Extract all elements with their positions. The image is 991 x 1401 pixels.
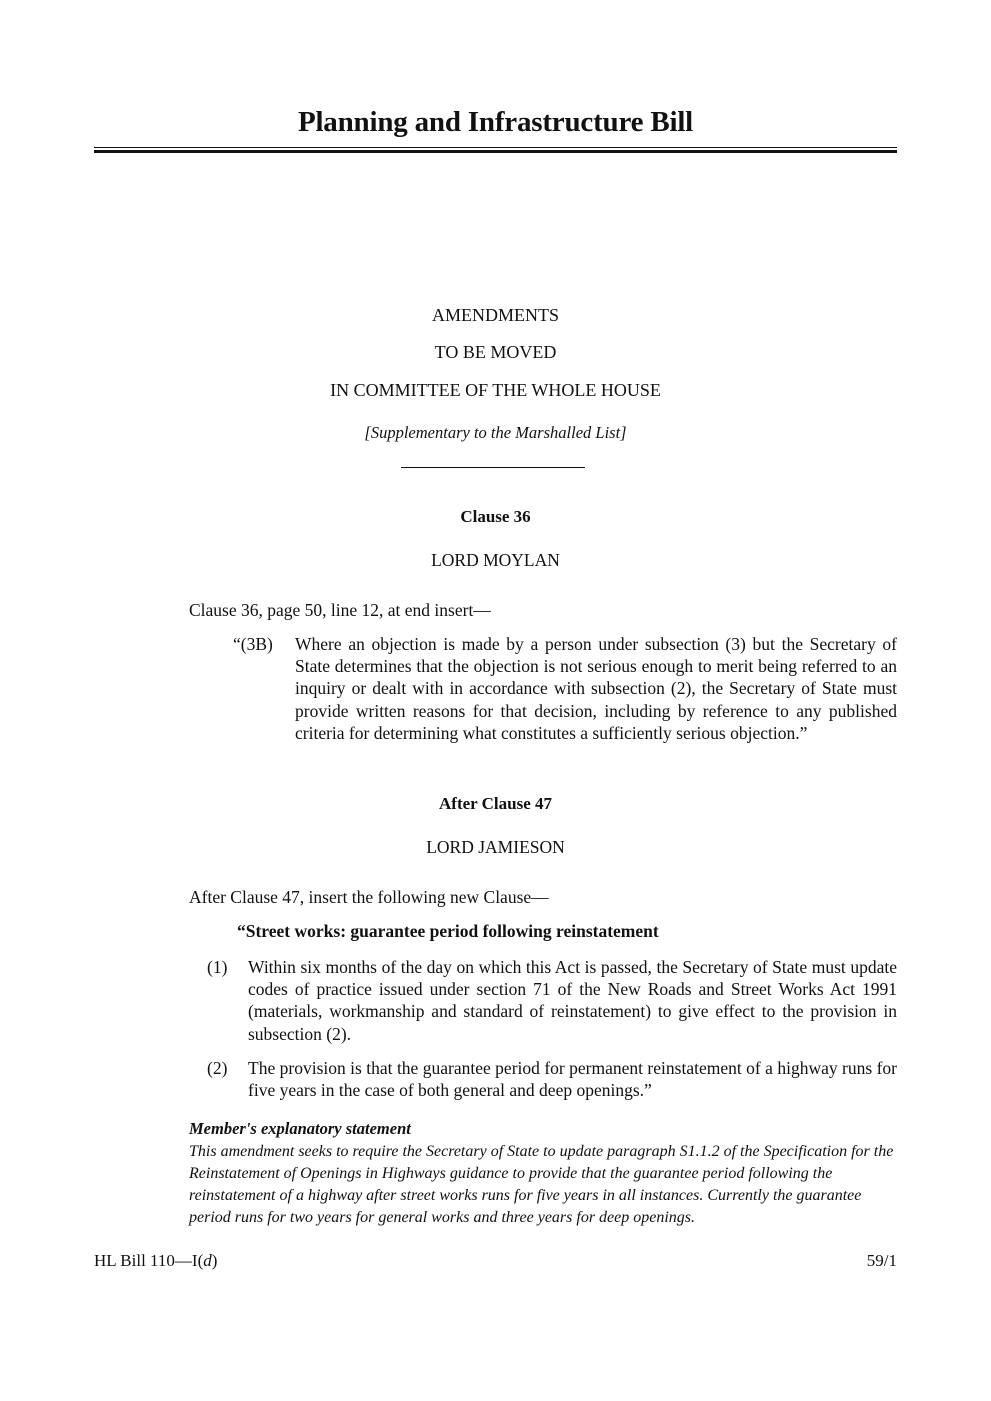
heading-subtitle: [Supplementary to the Marshalled List] — [364, 423, 627, 442]
explanatory-statement-text: This amendment seeks to require the Secretary of State to update paragraph S1.1.2 of the Specification for the Reinstatement of Openings in Highways guidance to provide that the guarantee period following the reinstatement of a highway after street works runs for five years in all instances. Currently the guarantee period runs for two years for general works and three years for deep openings. — [189, 1143, 894, 1226]
amendment-instruction: Clause 36, page 50, line 12, at end insert— — [189, 600, 491, 620]
title-rule-thin — [94, 147, 897, 148]
heading-amendments: AMENDMENTS — [431, 305, 559, 325]
clause-heading: Clause 36 — [460, 507, 531, 526]
heading-to-be-moved: TO BE MOVED — [434, 342, 557, 362]
bill-reference-suffix: d — [203, 1251, 212, 1270]
subsection-number: (1) — [207, 957, 228, 977]
subsection-text: The provision is that the guarantee period for permanent reinstatement of a highway runs for five years in the case of both general and deep openings.” — [248, 1058, 897, 1101]
new-clause-title: “Street works: guarantee period following reinstatement — [237, 921, 659, 941]
document-title: Planning and Infrastructure Bill — [297, 106, 694, 138]
amendment-instruction: After Clause 47, insert the following new Clause— — [189, 887, 549, 907]
subsection-text: Within six months of the day on which this Act is passed, the Secretary of State must update codes of practice issued under section 71 of the New Roads and Street Works Act 1991 (materials, workmanship and standard of reinstatement) to give effect to the provision in subsection (2). — [248, 957, 897, 1044]
bill-reference-close: ) — [211, 1251, 218, 1270]
title-rule-thick — [94, 150, 897, 153]
bill-reference — [94, 1251, 217, 1271]
bill-reference-prefix: HL Bill 110—I( — [94, 1251, 204, 1270]
subsection-text: Where an objection is made by a person under subsection (3) but the Secretary of State determines that the objection is not serious enough to merit being referred to an inquiry or dealt with in accordance with subsection (2), the Secretary of State must provide written reasons for that decision, including by reference to any published criteria for determining what constitutes a sufficiently serious objection.” — [295, 634, 897, 743]
page-number: 59/1 — [866, 1251, 897, 1270]
heading-committee: IN COMMITTEE OF THE WHOLE HOUSE — [330, 380, 661, 400]
explanatory-statement-heading: Member's explanatory statement — [189, 1119, 411, 1138]
member-name: LORD MOYLAN — [431, 550, 560, 570]
subsection-number: (2) — [207, 1058, 228, 1078]
section-divider — [401, 467, 585, 468]
subsection-number: “(3B) — [233, 634, 273, 654]
member-name: LORD JAMIESON — [426, 837, 565, 857]
clause-heading: After Clause 47 — [439, 794, 552, 813]
